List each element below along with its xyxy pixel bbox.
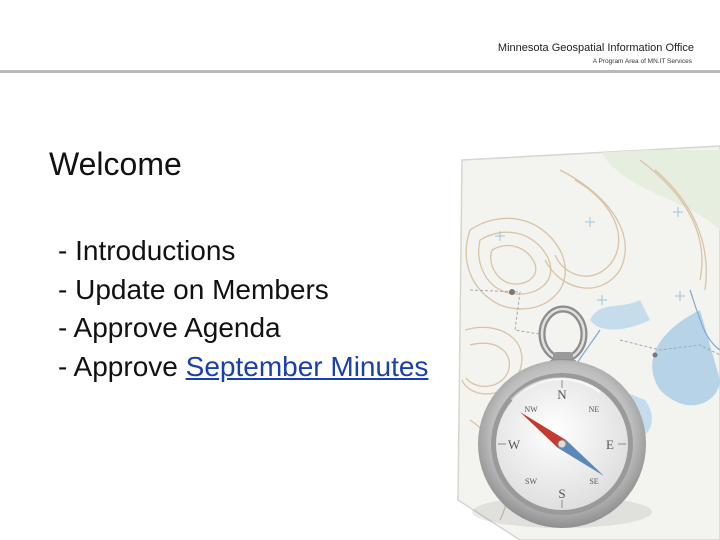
agenda-item — [58, 232, 428, 271]
agenda-item-text: - Introductions — [58, 235, 236, 266]
compass-letter-ne: NE — [588, 405, 600, 414]
agenda-item-text: - Update on Members — [58, 273, 329, 305]
welcome-heading: Welcome — [49, 146, 182, 182]
compass-letter-s: S — [558, 486, 566, 501]
compass-letter-sw: SW — [525, 477, 537, 486]
header-title: Minnesota Geospatial Information Office — [497, 42, 694, 54]
compass-letter-e: E — [606, 437, 614, 452]
agenda-item — [58, 309, 428, 348]
agenda-item — [58, 348, 428, 387]
compass-letter-se: SE — [589, 477, 599, 486]
compass-letter-nw: NW — [524, 405, 538, 414]
agenda-item-text: - Approve Agenda — [58, 312, 281, 343]
header-subtitle: A Program Area of MN.IT Services — [592, 58, 692, 65]
compass-letter-n: N — [557, 387, 567, 402]
agenda-list — [58, 232, 428, 386]
compass-letter-w: W — [507, 437, 521, 452]
september-minutes-link[interactable]: September Minutes — [185, 350, 429, 382]
agenda-item-text: - Approve — [58, 350, 186, 382]
agenda-item — [58, 271, 428, 310]
